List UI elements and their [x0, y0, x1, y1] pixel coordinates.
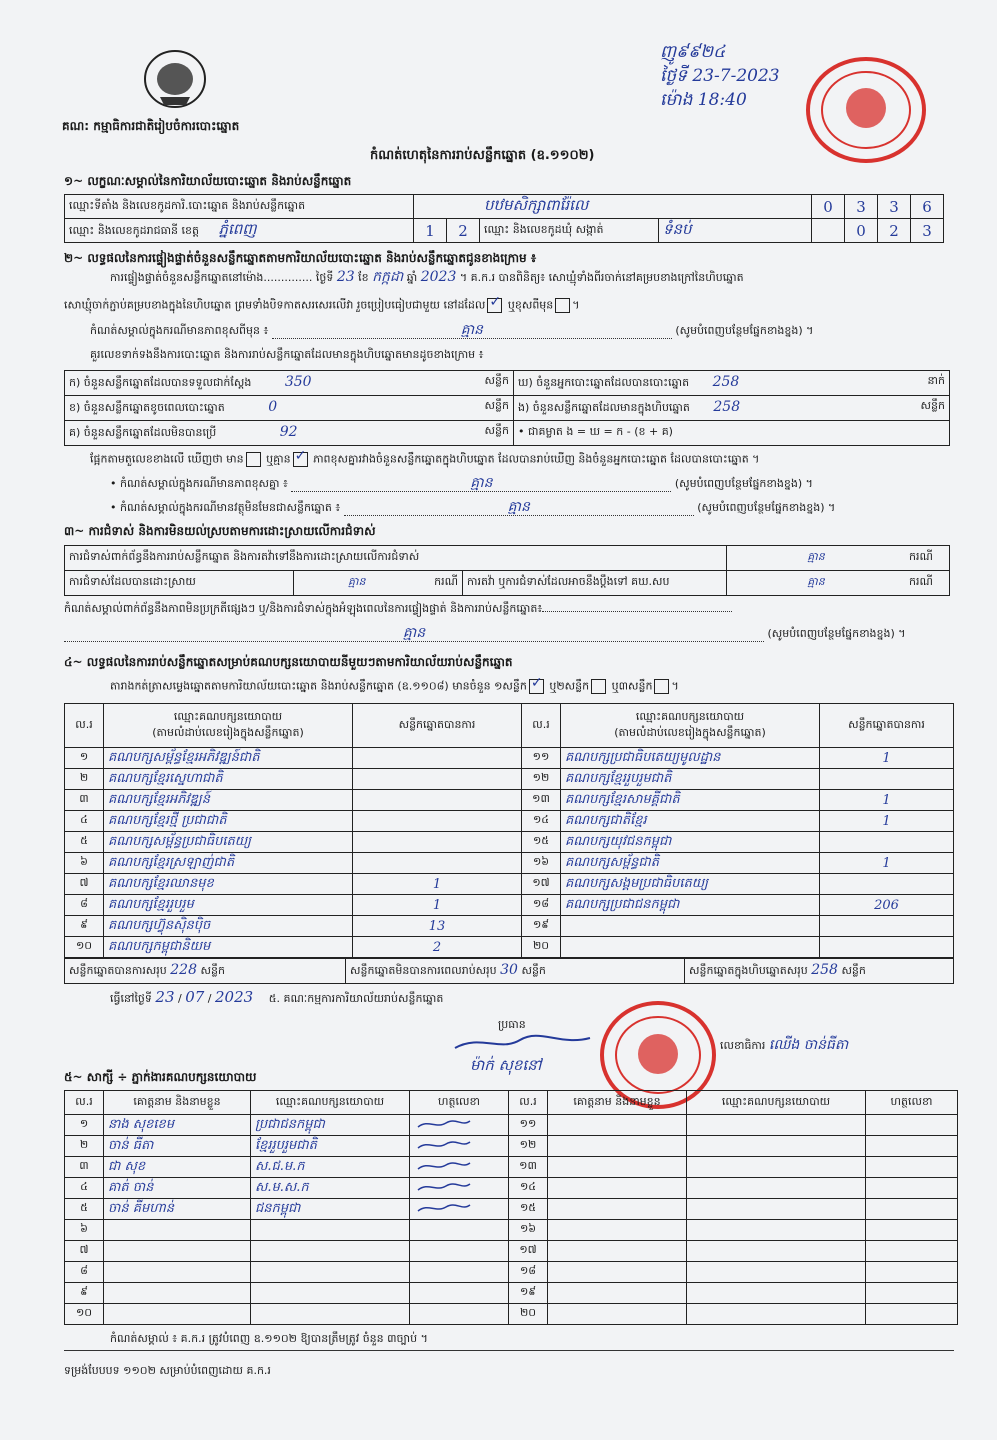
verify-year: 2023 — [420, 269, 457, 285]
result-no-right: ២០ — [522, 937, 561, 958]
result-party: គណបក្សខ្មែររួបរួម — [104, 895, 353, 916]
result-party-right: គណបក្សប្រជាជនកម្ពុជា — [561, 895, 820, 916]
witness-name — [104, 1220, 251, 1241]
result-party-right: គណបក្សសម្ព័ន្ធជាតិ — [561, 853, 820, 874]
witness-signature-right — [866, 1241, 958, 1262]
result-votes-right: 1 — [820, 853, 954, 874]
witness-party-right — [687, 1304, 866, 1325]
witness-party: ខ្មែររួបរួមជាតិ — [251, 1136, 410, 1157]
section1-table — [64, 194, 944, 243]
result-row — [65, 811, 954, 832]
result-votes-right: 206 — [820, 895, 954, 916]
result-party: គណបក្សកម្ពុជានិយម — [104, 937, 353, 958]
spoiled-ballots-value: 0 — [268, 399, 278, 415]
chief-name: ម៉ាក់ សុខនៅ — [470, 1056, 542, 1074]
box-total: សន្លឹកឆ្នោតក្នុងហិបឆ្នោតសរុប 258 សន្លឹក — [689, 962, 866, 978]
unused-ballots-value: 92 — [279, 424, 298, 440]
witness-row — [65, 1262, 958, 1283]
result-votes-right — [820, 916, 954, 937]
witness-no-right: ១៣ — [509, 1157, 548, 1178]
witness-party: ជនកម្ពុជា — [251, 1199, 410, 1220]
formula-note: • ជាគម្លាត ង = ឃ = ក - (ខ + គ) — [514, 421, 950, 446]
witness-signature — [410, 1136, 509, 1157]
result-no: ១០ — [65, 937, 104, 958]
location-label: ឈ្មោះទីតាំង និងលេខកូដការិ.បោះឆ្នោត និងរាប់សន្លឹកឆ្នោត — [65, 195, 414, 219]
witness-party-right — [687, 1199, 866, 1220]
witness-signature-right — [866, 1178, 958, 1199]
witness-name-right — [548, 1220, 687, 1241]
witness-party — [251, 1304, 410, 1325]
province-value: ភ្នំពេញ — [218, 219, 257, 238]
figures-intro: គួរលេខទាក់ទងនឹងការបោះឆ្នោត និងការរាប់សន្លឹកឆ្នោតដែលមានក្នុងហិបឆ្នោតមានដូចខាងក្រោម ៖ — [90, 348, 484, 361]
result-row — [65, 853, 954, 874]
result-votes-right: 1 — [820, 811, 954, 832]
commune-code-3: 3 — [911, 219, 944, 243]
witness-party-right — [687, 1136, 866, 1157]
result-votes — [353, 790, 522, 811]
voters-voted-label: ឃ) ចំនួនអ្នកបោះឆ្នោតដែលបានបោះឆ្នោត 258 នាក់ — [514, 371, 950, 396]
commune-code-2: 2 — [878, 219, 911, 243]
witness-row — [65, 1157, 958, 1178]
witness-no-right: ២០ — [509, 1304, 548, 1325]
commune-value: ទំនប់ — [659, 219, 812, 243]
result-votes — [353, 832, 522, 853]
witness-name-right — [548, 1157, 687, 1178]
result-votes: 1 — [353, 895, 522, 916]
valid-total-value: 228 — [170, 962, 197, 978]
province-code-1: 1 — [414, 219, 447, 243]
witness-party-right — [687, 1115, 866, 1136]
section3-title: ៣~ ការជំទាស់ និងការមិនយល់ស្របតាមការដោះស្រាយលើការជំទាស់ — [64, 524, 376, 538]
result-row — [65, 832, 954, 853]
witness-party: ស.ជ.ម.ក — [251, 1157, 410, 1178]
commune-label: ឈ្មោះ និងលេខកូដឃុំ សង្កាត់ — [480, 219, 659, 243]
result-party-right: គណបក្សយុវជនកម្ពុជា — [561, 832, 820, 853]
witness-row — [65, 1304, 958, 1325]
witness-signature-right — [866, 1262, 958, 1283]
witness-name: ជា សុខ — [104, 1157, 251, 1178]
complaints-count: គ្មាន — [727, 546, 906, 571]
spoiled-ballots-label: ខ) ចំនួនសន្លឹកឆ្នោតខូចពេលបោះឆ្នោត 0 សន្លឹក — [65, 396, 514, 421]
witness-row — [65, 1136, 958, 1157]
witness-party — [251, 1220, 410, 1241]
result-no-right: ១៣ — [522, 790, 561, 811]
witness-no: ៧ — [65, 1241, 104, 1262]
verify-month: កក្កដា — [372, 269, 404, 285]
location-code-1: 0 — [812, 195, 845, 219]
witness-name: ចាន់ ធីតា — [104, 1136, 251, 1157]
result-row — [65, 895, 954, 916]
discrepancy-line: ផ្អែកតាមតួលេខខាងលើ ឃើញថា មាន ឬគ្មាន✓ ភាពខុសគ្នារវាងចំនួនសន្លឹកឆ្នោតក្នុងហិបឆ្នោត ដែលបានរាប់ឃើញ និងចំនួនអ្នកបោះឆ្នោត ដែលបានបោះឆ្នោត ។ — [90, 452, 950, 467]
received-ballots-label: ក) ចំនួនសន្លឹកឆ្នោតដែលបានទទួលជាក់ស្តែង 350 សន្លឹក — [65, 371, 514, 396]
location-code-2: 3 — [845, 195, 878, 219]
appeal-label: ការតវ៉ា ឬការជំទាស់ដែលអាចនឹងប្តឹងទៅ គឃ.សប — [463, 571, 727, 596]
irregularity-note-value: គ្មាន — [402, 625, 426, 641]
witness-no-right: ១៦ — [509, 1220, 548, 1241]
witness-party — [251, 1262, 410, 1283]
complaints-label: ការជំទាស់ពាក់ព័ន្ធនឹងការរាប់សន្លឹកឆ្នោត និងការតវ៉ាទៅនឹងការដោះស្រាយលើការជំទាស់ — [65, 546, 727, 571]
result-no: ៤ — [65, 811, 104, 832]
result-votes — [353, 769, 522, 790]
witness-signature — [410, 1115, 509, 1136]
received-ballots-value: 350 — [284, 374, 312, 390]
irregularity-note: កំណត់សម្គាល់ពាក់ព័ន្ធនឹងភាពមិនប្រក្រតីផ្សេងៗ ឬ/និងការជំទាស់ក្នុងអំឡុងពេលនៃការផ្ទៀងផ្ទាត់ និងការរាប់សន្លឹកឆ្នោត៖ — [64, 602, 950, 616]
result-row — [65, 937, 954, 958]
witness-signature — [410, 1283, 509, 1304]
witness-party — [251, 1241, 410, 1262]
result-no-right: ១៨ — [522, 895, 561, 916]
witness-row — [65, 1283, 958, 1304]
valid-total: សន្លឹកឆ្នោតបានការសរុប 228 សន្លឹក — [65, 959, 346, 983]
result-row — [65, 916, 954, 937]
witness-name-right — [548, 1178, 687, 1199]
result-no-right: ១១ — [522, 748, 561, 769]
secretary-line: លេខាធិការ ឈេីង ចាន់ធីតា — [720, 1037, 849, 1053]
witness-no: ១ — [65, 1115, 104, 1136]
result-party: គណបក្សខ្មែរស្នេហាជាតិ — [104, 769, 353, 790]
witness-party: ប្រជាជនកម្ពុជា — [251, 1115, 410, 1136]
footer-divider — [64, 1350, 954, 1351]
result-party-right — [561, 937, 820, 958]
witness-party: ស.ម.ស.ក — [251, 1178, 410, 1199]
made-date-line: ធ្វើនៅថ្ងៃទី 23 / 07 / 2023 ៥. គណៈកម្មការការិយាល័យរាប់សន្លឹកឆ្នោត — [110, 988, 444, 1006]
result-party-right: គណបក្សខ្មែររួបរួមជាតិ — [561, 769, 820, 790]
witness-signature-right — [866, 1136, 958, 1157]
box-total-value: 258 — [811, 962, 838, 978]
discrepancy-note-value: គ្មាន — [470, 475, 493, 491]
verify-day: 23 — [336, 269, 355, 285]
resolved-label: ការជំទាស់ដែលបានដោះស្រាយ — [65, 571, 294, 596]
witness-no-right: ១៩ — [509, 1283, 548, 1304]
witness-name — [104, 1262, 251, 1283]
result-votes-right: 1 — [820, 748, 954, 769]
result-party: គណបក្សខ្មែរថ្មី ប្រជាជាតិ — [104, 811, 353, 832]
witness-party-right — [687, 1241, 866, 1262]
witness-no: ១០ — [65, 1304, 104, 1325]
result-no-right: ១២ — [522, 769, 561, 790]
witness-signature-right — [866, 1304, 958, 1325]
two-sheet-checkbox[interactable] — [591, 679, 606, 694]
province-code-2: 2 — [447, 219, 480, 243]
witness-no: ៦ — [65, 1220, 104, 1241]
location-code-3: 3 — [878, 195, 911, 219]
witness-party-right — [687, 1262, 866, 1283]
witness-no-right: ១៧ — [509, 1241, 548, 1262]
witness-name — [104, 1283, 251, 1304]
result-row — [65, 748, 954, 769]
diff-note-line: កំណត់សម្គាល់ក្នុងករណីមានភាពខុសពីមុន ៖ គ្មាន (សូមបំពេញបន្ថែមផ្នែកខាងខ្នង) ។ — [90, 322, 814, 338]
verify-line-2: សោឃ្មុំចាក់ភ្ជាប់គម្របខាងក្នុងនៃហិបឆ្នោត ព្រមទាំងបិទកាតសរសេរលើវា រួចប្រៀបធៀបជាមួយ នៅដដែល✓ ឬខុសពីមុន ។ — [64, 298, 944, 313]
received-code: ញូ៩៩២៤ — [660, 42, 726, 62]
made-month: 07 — [185, 988, 205, 1006]
location-code-4: 6 — [911, 195, 944, 219]
footer-form-label: ទម្រង់បែបបទ ១១០២ សម្រាប់បំពេញដោយ គ.ក.រ — [64, 1364, 271, 1377]
one-sheet-checkbox[interactable] — [529, 679, 544, 694]
result-no-right: ១៦ — [522, 853, 561, 874]
witness-name-right — [548, 1262, 687, 1283]
box-ballots-label: ង) ចំនួនសន្លឹកឆ្នោតដែលមានក្នុងហិបឆ្នោត 258 សន្លឹក — [514, 396, 950, 421]
box-ballots-value: 258 — [713, 399, 741, 415]
witness-signature-right — [866, 1220, 958, 1241]
result-no: ១ — [65, 748, 104, 769]
result-party: គណបក្សសម្ព័ន្ធប្រជាធិបតេយ្យ — [104, 832, 353, 853]
totals-row — [64, 958, 954, 984]
witness-name — [104, 1304, 251, 1325]
witness-table: ល.រ គោត្តនាម និងនាមខ្លួន ឈ្មោះគណបក្សនយោបាយ ហត្ថលេខា ល.រ គោត្តនាម និងនាមខ្លួន ឈ្មោះគណបក្សនយោបាយ ហត្ថលេខា ១ នាង សុខខេម ប្រជាជនកម្ពុជា ១១ ២ ចាន់ ធីតា ខ្មែររួបរួមជាតិ ១២ ៣ ជា សុខ ស.ជ.ម.ក ១៣ ៤ គាត់ ចាន់ ស.ម.ស.ក ១៤ ៥ ចាន់ គីមហាន់ ជនកម្ពុជា ១៥ ៦ ១៦ ៧ ១៧ ៨ ១៨ ៩ ១៩ ១០ ២០ — [64, 1090, 958, 1325]
result-votes — [353, 748, 522, 769]
province-label: ឈ្មោះ និងលេខកូដរាជធានី ខេត្ត ភ្នំពេញ — [65, 219, 414, 243]
witness-no-right: ១៤ — [509, 1178, 548, 1199]
result-votes — [353, 853, 522, 874]
result-party-right: គណបក្សសង្គមប្រជាធិបតេយ្យ — [561, 874, 820, 895]
witness-no: ៥ — [65, 1199, 104, 1220]
section2-title: ២~ លទ្ធផលនៃការផ្ទៀងផ្ទាត់ចំនួនសន្លឹកឆ្នោតតាមការិយាល័យបោះឆ្នោត និងរាប់សន្លឹកឆ្នោតជូនខាងក្រោម ៖ — [64, 251, 537, 265]
different-checkbox[interactable] — [555, 298, 570, 313]
result-party: គណបក្សខ្មែរស្រឡាញ់ជាតិ — [104, 853, 353, 874]
witness-signature — [410, 1304, 509, 1325]
result-votes: 13 — [353, 916, 522, 937]
result-no-right: ១៩ — [522, 916, 561, 937]
witness-name-right — [548, 1199, 687, 1220]
results-table: ល.រ ឈ្មោះគណបក្សនយោបាយ (តាមលំដាប់លេខរៀងក្នុងសន្លឹកឆ្នោត) សន្លឹកឆ្នោតបានការ ល.រ ឈ្មោះគណបក្សនយោបាយ (តាមលំដាប់លេខរៀងក្នុងសន្លឹកឆ្នោត) សន្លឹកឆ្នោតបានការ ១ គណបក្សសម្ព័ន្ធខ្មែរអភិវឌ្ឍន៍ជាតិ ១១ គណបក្សប្រជាធិបតេយ្យមូលដ្ឋាន 1 ២ គណបក្សខ្មែរស្នេហាជាតិ ១២ គណបក្សខ្មែររួបរួមជាតិ ៣ គណបក្សខ្មែរអភិវឌ្ឍន៍ ១៣ គណបក្សខ្មែរសាមគ្គីជាតិ 1 ៤ គណបក្សខ្មែរថ្មី ប្រជាជាតិ ១៤ គណបក្សជាតិខ្មែរ 1 ៥ គណបក្សសម្ព័ន្ធប្រជាធិបតេយ្យ ១៥ គណបក្សយុវជនកម្ពុជា ៦ គណបក្សខ្មែរស្រឡាញ់ជាតិ ១៦ គណបក្សសម្ព័ន្ធជាតិ 1 ៧ គណបក្សខ្មែរឈានមុខ 1 ១៧ គណបក្សសង្គមប្រជាធិបតេយ្យ ៨ គណបក្សខ្មែររួបរួម 1 ១៨ គណបក្សប្រជាជនកម្ពុជា 206 ៩ គណបក្សហ៊្វុនស៊ិនប៉ិច 13 ១៩ ១០ គណបក្សកម្ពុជានិយម 2 ២០ — [64, 703, 954, 958]
witness-row — [65, 1178, 958, 1199]
witness-signature — [410, 1220, 509, 1241]
result-votes: 1 — [353, 874, 522, 895]
result-votes-right: 1 — [820, 790, 954, 811]
verify-line-1: ការផ្ទៀងផ្ទាត់ចំនួនសន្លឹកឆ្នោតនៅម៉ោង.............. ថ្ងៃទី 23 ខែ កក្កដា ឆ្នាំ 2023 ។ គ.ក.រ បានពិនិត្យ៖ សោឃ្មុំទាំងពីរចាក់នៅគម្របខាងក្រៅនៃហិបឆ្នោត — [110, 269, 744, 285]
has-discrepancy-checkbox[interactable] — [246, 452, 261, 467]
result-party: គណបក្សហ៊្វុនស៊ិនប៉ិច — [104, 916, 353, 937]
result-row — [65, 790, 954, 811]
result-party: គណបក្សខ្មែរអភិវឌ្ឍន៍ — [104, 790, 353, 811]
witness-row — [65, 1220, 958, 1241]
witness-no: ៩ — [65, 1283, 104, 1304]
witness-signature-right — [866, 1157, 958, 1178]
witness-no: ៨ — [65, 1262, 104, 1283]
voters-voted-value: 258 — [712, 374, 740, 390]
witness-no: ២ — [65, 1136, 104, 1157]
witness-no: ៣ — [65, 1157, 104, 1178]
result-no-right: ១៧ — [522, 874, 561, 895]
witness-signature-right — [866, 1283, 958, 1304]
diff-note-value: គ្មាន — [460, 322, 483, 338]
witness-no-right: ១៨ — [509, 1262, 548, 1283]
figures-table — [64, 370, 950, 446]
result-no: ៣ — [65, 790, 104, 811]
result-party-right: គណបក្សប្រជាធិបតេយ្យមូលដ្ឋាន — [561, 748, 820, 769]
section1-title: ១~ លក្ខណៈសម្គាល់នៃការិយាល័យបោះឆ្នោត និងរាប់សន្លឹកឆ្នោត — [64, 174, 352, 188]
witness-name: នាង សុខខេម — [104, 1115, 251, 1136]
witness-name: ចាន់ គីមហាន់ — [104, 1199, 251, 1220]
witness-party-right — [687, 1178, 866, 1199]
result-party: គណបក្សខ្មែរឈានមុខ — [104, 874, 353, 895]
result-row — [65, 874, 954, 895]
witness-name-right — [548, 1304, 687, 1325]
witness-signature — [410, 1262, 509, 1283]
result-no: ៨ — [65, 895, 104, 916]
invalid-total-value: 30 — [500, 962, 518, 978]
witness-row — [65, 1241, 958, 1262]
witness-name-right — [548, 1115, 687, 1136]
witness-no-right: ១២ — [509, 1136, 548, 1157]
no-discrepancy-checkbox[interactable] — [293, 452, 308, 467]
section4-title: ៤~ លទ្ធផលនៃការរាប់សន្លឹកឆ្នោតសម្រាប់គណបក្សនយោបាយនីមួយៗតាមការិយាល័យរាប់សន្លឹកឆ្នោត — [64, 655, 513, 669]
location-value: បឋមសិក្សាពារ៉ែលេ — [414, 195, 812, 219]
result-votes — [353, 811, 522, 832]
same-checkbox[interactable] — [487, 298, 502, 313]
witness-signature-right — [866, 1199, 958, 1220]
result-party-right: គណបក្សខ្មែរសាមគ្គីជាតិ — [561, 790, 820, 811]
witness-name-right — [548, 1283, 687, 1304]
witness-name-right — [548, 1136, 687, 1157]
result-party: គណបក្សសម្ព័ន្ធខ្មែរអភិវឌ្ឍន៍ជាតិ — [104, 748, 353, 769]
witness-no-right: ១១ — [509, 1115, 548, 1136]
witness-row — [65, 1115, 958, 1136]
result-party-right — [561, 916, 820, 937]
foreign-object-note-line: • កំណត់សម្គាល់ក្នុងករណីមានវត្ថុមិនមែនជាសន្លឹកឆ្នោត ៖ គ្មាន (សូមបំពេញបន្ថែមផ្នែកខាងខ្នង) ។ — [110, 499, 836, 515]
witness-party-right — [687, 1220, 866, 1241]
result-no-right: ១៥ — [522, 832, 561, 853]
appeal-count: គ្មាន — [727, 571, 906, 596]
made-day: 23 — [155, 988, 175, 1006]
received-time: ម៉ោង 18:40 — [660, 90, 747, 110]
received-date: ថ្ងៃទី 23-7-2023 — [660, 66, 780, 86]
resolved-count: គ្មាន ករណី — [294, 571, 463, 596]
witness-party — [251, 1283, 410, 1304]
nec-emblem — [140, 45, 210, 110]
result-no-right: ១៤ — [522, 811, 561, 832]
three-sheet-checkbox[interactable] — [654, 679, 669, 694]
result-party-right: គណបក្សជាតិខ្មែរ — [561, 811, 820, 832]
section5-title: ៥~ សាក្សី ÷ ភ្នាក់ងារគណបក្សនយោបាយ — [64, 1070, 257, 1084]
irregularity-note-line2: គ្មាន (សូមបំពេញបន្ថែមផ្នែកខាងខ្នង) ។ — [64, 626, 950, 642]
final-note: កំណត់សម្គាល់ ៖ គ.ក.រ ត្រូវបំពេញ ឧ.១១០២ ឱ្យបានត្រឹមត្រូវ ចំនួន ៣ច្បាប់ ។ — [110, 1332, 428, 1345]
discrepancy-note-line: • កំណត់សម្គាល់ក្នុងករណីមានភាពខុសគ្នា ៖ គ្មាន (សូមបំពេញបន្ថែមផ្នែកខាងខ្នង) ។ — [110, 475, 813, 491]
result-no: ៩ — [65, 916, 104, 937]
official-stamp-top — [805, 56, 927, 164]
result-no: ៧ — [65, 874, 104, 895]
witness-no-right: ១៥ — [509, 1199, 548, 1220]
result-no: ៦ — [65, 853, 104, 874]
witness-party-right — [687, 1283, 866, 1304]
made-year: 2023 — [215, 988, 254, 1006]
unused-ballots-label: គ) ចំនួនសន្លឹកឆ្នោតដែលមិនបានប្រើ 92 សន្លឹក — [65, 421, 514, 446]
result-votes-right — [820, 874, 954, 895]
witness-name: គាត់ ចាន់ — [104, 1178, 251, 1199]
witness-signature — [410, 1199, 509, 1220]
chief-signature — [450, 1032, 600, 1054]
witness-signature — [410, 1241, 509, 1262]
witness-signature — [410, 1157, 509, 1178]
witness-signature — [410, 1178, 509, 1199]
secretary-name: ឈេីង ចាន់ធីតា — [768, 1037, 849, 1053]
witness-no: ៤ — [65, 1178, 104, 1199]
result-no: ៥ — [65, 832, 104, 853]
result-votes-right — [820, 832, 954, 853]
witness-row — [65, 1199, 958, 1220]
foreign-object-note-value: គ្មាន — [507, 499, 530, 515]
commune-code-1: 0 — [845, 219, 878, 243]
result-votes: 2 — [353, 937, 522, 958]
complaints-table: ការជំទាស់ពាក់ព័ន្ធនឹងការរាប់សន្លឹកឆ្នោត និងការតវ៉ាទៅនឹងការដោះស្រាយលើការជំទាស់ គ្មាន ករណី ការជំទាស់ដែលបានដោះស្រាយ គ្មាន ករណី ការតវ៉ា ឬការជំទាស់ដែលអាចនឹងប្តឹងទៅ គឃ.សប គ្មាន ករណី — [64, 545, 950, 596]
witness-party-right — [687, 1157, 866, 1178]
page-title: កំណត់ហេតុនៃការរាប់សន្លឹកឆ្នោត (ឧ.១១០២) — [370, 148, 595, 163]
invalid-total: សន្លឹកឆ្នោតមិនបានការពេលរាប់សរុប 30 សន្លឹក — [346, 959, 685, 983]
org-name: គណ: កម្មាធិការជាតិរៀបចំការបោះឆ្នោត — [62, 119, 240, 133]
witness-name — [104, 1241, 251, 1262]
tally-sheet-line: តារាងកត់ត្រាសម្លេងឆ្នោតតាមការិយាល័យបោះឆ្នោត និងរាប់សន្លឹកឆ្នោត (ឧ.១១០៨) មានចំនួន ១សន្លឹក✓ ឬ២សន្លឹក ឬ៣សន្លឹក ។ — [110, 679, 679, 694]
result-votes-right — [820, 769, 954, 790]
result-row — [65, 769, 954, 790]
witness-name-right — [548, 1241, 687, 1262]
witness-signature-right — [866, 1115, 958, 1136]
result-votes-right — [820, 937, 954, 958]
chief-label: ប្រធាន — [498, 1018, 526, 1031]
result-no: ២ — [65, 769, 104, 790]
